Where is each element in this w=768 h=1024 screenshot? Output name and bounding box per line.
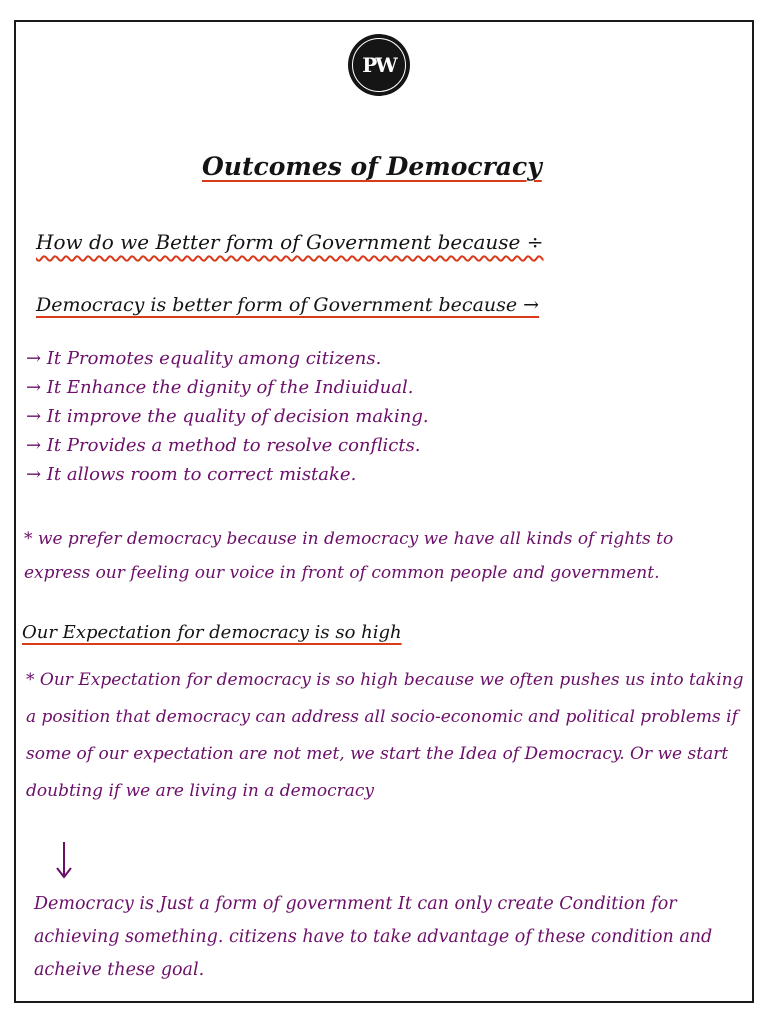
list-item: → It allows room to correct mistake. <box>26 464 357 485</box>
page-title: Outcomes of Democracy <box>202 152 542 181</box>
list-item: → It Promotes equality among citizens. <box>26 348 382 369</box>
list-item: → It Provides a method to resolve conflicts. <box>26 435 421 456</box>
notes-page <box>14 20 754 1003</box>
pw-logo-text: PW <box>362 53 396 77</box>
question-line: How do we Better form of Government because ÷ <box>36 230 544 254</box>
subheading-democracy: Democracy is better form of Government because → <box>36 294 540 316</box>
expectation-note: * Our Expectation for democracy is so high because we often pushes us into taking a position that democracy can address all socio-economic and political problems if some of our expectation are not met, we start the Idea of Democracy. Or we start doubting if we are living in a democracy <box>26 670 744 801</box>
benefits-list <box>26 344 429 489</box>
list-item: → It Enhance the dignity of the Indiuidual. <box>26 377 414 398</box>
preference-note: * we prefer democracy because in democracy we have all kinds of rights to express our feeling our voice in front of common people and government. <box>24 529 674 583</box>
conclusion-note: Democracy is Just a form of government It can only create Condition for achieving something. citizens have to take advantage of these condition and acheive these goal. <box>34 894 713 980</box>
pw-logo <box>348 34 410 96</box>
arrow-down-icon <box>54 840 74 880</box>
list-item: → It improve the quality of decision making. <box>26 406 429 427</box>
expectation-heading: Our Expectation for democracy is so high <box>22 622 402 643</box>
